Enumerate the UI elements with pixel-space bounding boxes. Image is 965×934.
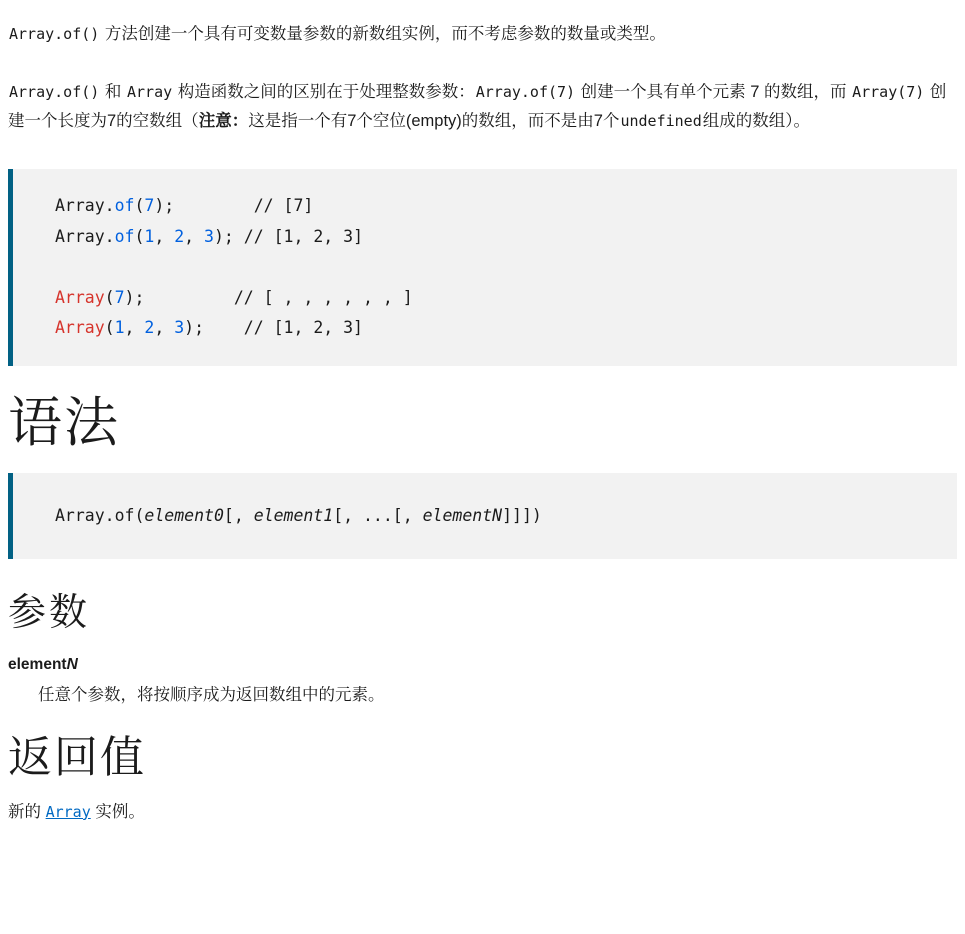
text-note-body: 这是指一个有7个空位(empty)的数组，而不是由7个 bbox=[248, 111, 620, 130]
code-token: ); bbox=[184, 318, 244, 338]
text-single-element: 创建一个具有单个元素 7 的数组，而 bbox=[576, 83, 852, 102]
code-token: ( bbox=[104, 318, 115, 338]
code-token: ( bbox=[134, 196, 145, 216]
text-empty-array: 创建一个长度为7的空数组（ bbox=[8, 83, 947, 130]
code-token: ( bbox=[134, 226, 145, 246]
syntax-prefix: Array.of( bbox=[55, 506, 145, 526]
syntax-code-block bbox=[8, 473, 957, 559]
syntax-mid-1: [, bbox=[223, 506, 254, 526]
heading-parameters: 参数 bbox=[8, 592, 91, 635]
code-array: Array bbox=[126, 83, 173, 102]
code-token: 7 bbox=[114, 287, 125, 307]
syntax-suffix: ]]]) bbox=[502, 506, 542, 526]
intro-paragraph-2 bbox=[0, 78, 965, 135]
array-link[interactable]: Array bbox=[45, 802, 91, 821]
return-value-text bbox=[0, 799, 965, 825]
code-token: Array. bbox=[55, 196, 115, 216]
syntax-arg-elementn: elementN bbox=[422, 506, 503, 526]
text-note-end: 组成的数组）。 bbox=[702, 111, 810, 130]
code-token: // [7] bbox=[253, 196, 314, 216]
code-array-of: Array.of() bbox=[9, 83, 100, 102]
code-line bbox=[55, 313, 957, 344]
intro-text-1: 方法创建一个具有可变数量参数的新数组实例，而不考虑参数的数量或类型。 bbox=[100, 25, 666, 43]
bottom-spacer bbox=[0, 825, 965, 839]
code-line bbox=[55, 252, 957, 283]
heading-return-value: 返回值 bbox=[8, 733, 146, 783]
code-token: // [1, 2, 3] bbox=[243, 318, 363, 338]
code-undefined: undefined bbox=[620, 111, 702, 130]
param-term bbox=[0, 653, 965, 678]
intro-paragraph-1 bbox=[0, 20, 965, 48]
code-token: , bbox=[154, 226, 175, 246]
code-token: 1 bbox=[144, 226, 155, 246]
code-token: Array. bbox=[55, 226, 115, 246]
code-token: Array bbox=[55, 318, 105, 338]
code-line bbox=[55, 191, 957, 222]
code-token bbox=[144, 288, 233, 307]
intro-code-array-of: Array.of() bbox=[9, 25, 100, 43]
code-line bbox=[55, 222, 957, 253]
syntax-arg-element1: element1 bbox=[253, 506, 334, 526]
param-term-text: element bbox=[8, 656, 67, 674]
code-array-of-7: Array.of(7) bbox=[475, 83, 576, 102]
code-token: 7 bbox=[144, 196, 155, 216]
code-token: 1 bbox=[114, 318, 125, 338]
code-token: of bbox=[114, 226, 135, 246]
code-token: of bbox=[114, 196, 135, 216]
code-token: 3 bbox=[174, 318, 185, 338]
param-description: 任意个参数，将按顺序成为返回数组中的元素。 bbox=[38, 686, 385, 705]
code-token: ); bbox=[213, 226, 244, 246]
param-term-italic: N bbox=[66, 656, 78, 674]
code-line bbox=[55, 283, 957, 314]
code-array-7: Array(7) bbox=[852, 83, 925, 102]
return-suffix: 实例。 bbox=[90, 802, 145, 821]
text-constructor-diff: 构造函数之间的区别在于处理整数参数： bbox=[173, 83, 475, 102]
code-token: ( bbox=[104, 287, 115, 307]
syntax-arg-element0: element0 bbox=[144, 506, 224, 526]
code-token: ); bbox=[124, 287, 145, 307]
example-code-content bbox=[55, 191, 957, 344]
text-and: 和 bbox=[100, 83, 126, 102]
code-token: , bbox=[184, 226, 205, 246]
code-token: 2 bbox=[144, 318, 155, 338]
code-token: Array bbox=[55, 287, 105, 307]
code-token: ); bbox=[154, 196, 175, 216]
heading-syntax: 语法 bbox=[8, 392, 120, 453]
syntax-mid-2: [, ...[, bbox=[333, 506, 423, 526]
example-code-block bbox=[8, 169, 957, 366]
code-token bbox=[174, 196, 253, 215]
code-token: 3 bbox=[204, 226, 214, 246]
return-prefix: 新的 bbox=[8, 802, 46, 821]
note-label: 注意： bbox=[198, 111, 249, 130]
code-token: , bbox=[154, 318, 175, 338]
code-token: , bbox=[124, 318, 145, 338]
code-token: // [ , , , , , , ] bbox=[233, 287, 413, 307]
code-token: // [1, 2, 3] bbox=[243, 226, 364, 246]
code-token: 2 bbox=[174, 226, 185, 246]
